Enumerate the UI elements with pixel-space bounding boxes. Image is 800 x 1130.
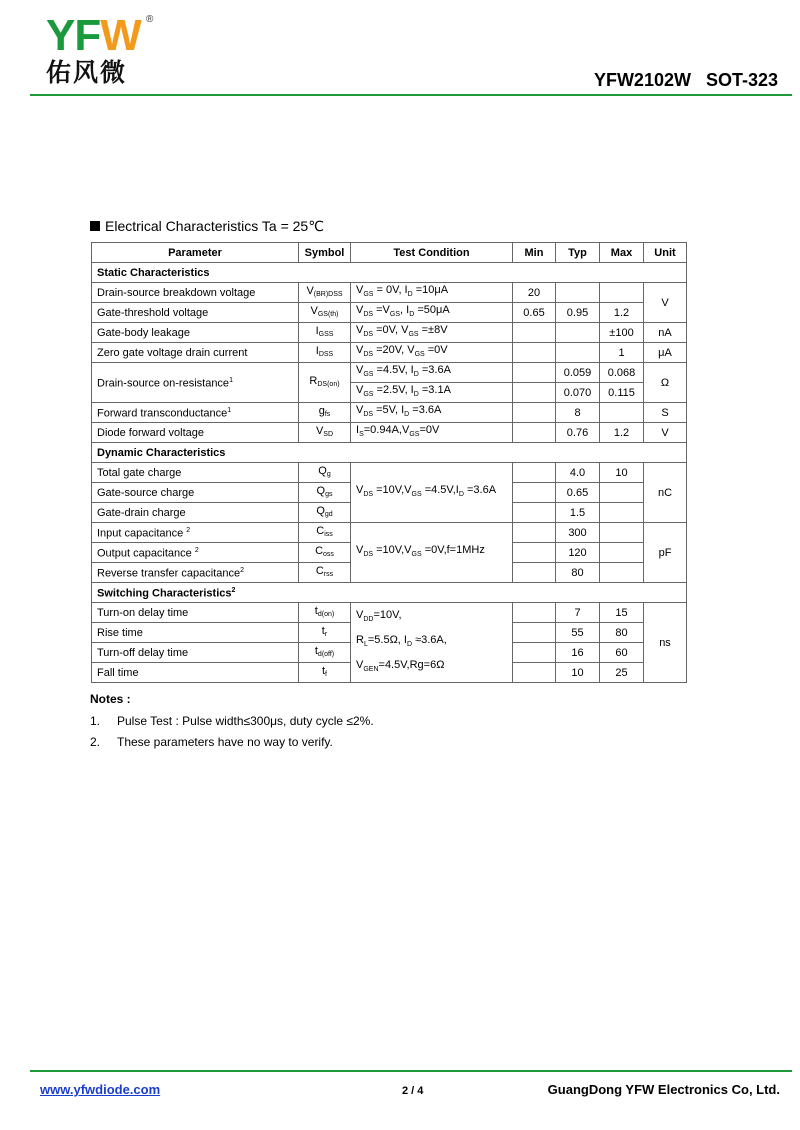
- param-text: Output capacitance: [97, 547, 192, 560]
- symbol-cell: $I_{DSS}$: [299, 343, 351, 363]
- min-cell: [513, 463, 556, 483]
- typ-cell: 120: [556, 543, 600, 563]
- note-number: 2.: [90, 735, 101, 749]
- switching-title-text: Switching Characteristics: [97, 587, 232, 600]
- table-row: [92, 343, 687, 363]
- table-row: [92, 603, 687, 623]
- company-name: GuangDong YFW Electronics Co, Ltd.: [547, 1082, 780, 1097]
- notes-section: [90, 692, 374, 756]
- table-row: [92, 463, 687, 483]
- switching-characteristics-title: Switching Characteristics$^2$: [92, 583, 687, 603]
- symbol-cell: $t_f$: [299, 663, 351, 683]
- section-title-text: Electrical Characteristics Ta = 25℃: [105, 218, 324, 234]
- min-cell: [513, 363, 556, 383]
- registered-mark: ®: [146, 14, 154, 25]
- typ-cell: 0.76: [556, 423, 600, 443]
- min-cell: [513, 483, 556, 503]
- symbol-cell: $g_{fs}$: [299, 403, 351, 423]
- condition-cell: $V_{GS} =4.5V$, $I_D =3.6A$: [351, 363, 513, 383]
- min-cell: [513, 343, 556, 363]
- footer-divider: [30, 1070, 792, 1072]
- condition-cell: $V_{DS} =0V$, $V_{GS} =\pm 8V$: [351, 323, 513, 343]
- max-cell: [600, 483, 644, 503]
- max-cell: 15: [600, 603, 644, 623]
- condition-cell: $I_S=0.94A,V_{GS}=0V$: [351, 423, 513, 443]
- symbol-cell: $I_{GSS}$: [299, 323, 351, 343]
- logo-yf: YF: [46, 11, 101, 60]
- typ-cell: 10: [556, 663, 600, 683]
- condition-cell: $V_{DS} =20V$, $V_{GS} =0V$: [351, 343, 513, 363]
- table-header-row: [92, 243, 687, 263]
- unit-cell: ns: [644, 603, 687, 683]
- param-cell: Gate-source charge: [92, 483, 299, 503]
- param-cell: Zero gate voltage drain current: [92, 343, 299, 363]
- typ-cell: 0.059: [556, 363, 600, 383]
- condition-cell: $V_{DD}=10V$, $R_L=5.5\Omega$, $I_D \approx 3.6A$, $V_{GEN}=4.5V,Rg=6\Omega$: [351, 603, 513, 683]
- dynamic-characteristics-title: Dynamic Characteristics: [92, 443, 687, 463]
- max-cell: [600, 563, 644, 583]
- symbol-cell: $V_{SD}$: [299, 423, 351, 443]
- max-cell: 1.2: [600, 423, 644, 443]
- condition-cell: $V_{DS} =10V,V_{GS} =4.5V,I_D =3.6A$: [351, 463, 513, 523]
- min-cell: [513, 603, 556, 623]
- param-cell: Output capacitance $^2$: [92, 543, 299, 563]
- max-cell: [600, 543, 644, 563]
- max-cell: 10: [600, 463, 644, 483]
- param-cell: Reverse transfer capacitance$^2$: [92, 563, 299, 583]
- company-logo: [46, 11, 166, 94]
- notes-heading: Notes :: [90, 692, 131, 706]
- min-cell: [513, 623, 556, 643]
- bullet-square-icon: [90, 221, 100, 231]
- symbol-cell: $V_{GS(th)}$: [299, 303, 351, 323]
- min-cell: 0.65: [513, 303, 556, 323]
- max-cell: [600, 403, 644, 423]
- part-title: YFW2102W SOT-323: [593, 70, 778, 90]
- max-cell: 60: [600, 643, 644, 663]
- section-row: [92, 263, 687, 283]
- note-text: These parameters have no way to verify.: [117, 735, 333, 749]
- condition-cell: $V_{DS} =10V,V_{GS} =0V,f=1MHz$: [351, 523, 513, 583]
- max-cell: [600, 283, 644, 303]
- symbol-cell: $Q_{gs}$: [299, 483, 351, 503]
- param-cell: Rise time: [92, 623, 299, 643]
- section-title: [90, 218, 324, 235]
- table-row: [92, 523, 687, 543]
- condition-cell: $V_{GS} =2.5V$, $I_D =3.1A$: [351, 383, 513, 403]
- param-text: Reverse transfer capacitance: [97, 567, 241, 580]
- table-row: [92, 423, 687, 443]
- max-cell: 1: [600, 343, 644, 363]
- typ-cell: 0.95: [556, 303, 600, 323]
- max-cell: 1.2: [600, 303, 644, 323]
- max-cell: 25: [600, 663, 644, 683]
- header-unit: Unit: [644, 243, 687, 263]
- max-cell: [600, 503, 644, 523]
- unit-cell: pF: [644, 523, 687, 583]
- table-row: [92, 323, 687, 343]
- param-cell: Input capacitance $^2$: [92, 523, 299, 543]
- typ-cell: 300: [556, 523, 600, 543]
- min-cell: [513, 563, 556, 583]
- param-text: Input capacitance: [97, 527, 184, 540]
- typ-cell: 55: [556, 623, 600, 643]
- symbol-cell: $V_{(BR)DSS}$: [299, 283, 351, 303]
- header-parameter: Parameter: [92, 243, 299, 263]
- typ-cell: 0.65: [556, 483, 600, 503]
- typ-cell: 16: [556, 643, 600, 663]
- max-cell: 0.068: [600, 363, 644, 383]
- header-divider: [30, 94, 792, 96]
- header-min: Min: [513, 243, 556, 263]
- max-cell: 0.115: [600, 383, 644, 403]
- symbol-cell: $t_{d(off)}$: [299, 643, 351, 663]
- min-cell: [513, 323, 556, 343]
- param-cell: Turn-off delay time: [92, 643, 299, 663]
- param-text: Forward transconductance: [97, 407, 228, 420]
- table-row: [92, 363, 687, 383]
- param-cell: Forward transconductance$^1$: [92, 403, 299, 423]
- condition-cell: $V_{DS} =V_{GS}$, $I_D =50\mu A$: [351, 303, 513, 323]
- param-cell: Gate-drain charge: [92, 503, 299, 523]
- condition-cell: $V_{DS} =5V$, $I_D =3.6A$: [351, 403, 513, 423]
- note-text: Pulse Test : Pulse width≤300μs, duty cycle ≤2%.: [117, 714, 374, 728]
- param-cell: Drain-source on-resistance$^1$: [92, 363, 299, 403]
- header-max: Max: [600, 243, 644, 263]
- typ-cell: 4.0: [556, 463, 600, 483]
- table-row: [92, 403, 687, 423]
- unit-cell: S: [644, 403, 687, 423]
- typ-cell: 80: [556, 563, 600, 583]
- typ-cell: 7: [556, 603, 600, 623]
- symbol-cell: $R_{DS(on)}$: [299, 363, 351, 403]
- min-cell: [513, 383, 556, 403]
- symbol-cell: $Q_{gd}$: [299, 503, 351, 523]
- unit-cell: V: [644, 283, 687, 323]
- symbol-cell: $C_{iss}$: [299, 523, 351, 543]
- logo-w: W: [100, 11, 141, 60]
- min-cell: [513, 543, 556, 563]
- condition-cell: $V_{GS} = 0V$, $I_D =10\mu A$: [351, 283, 513, 303]
- symbol-cell: $C_{rss}$: [299, 563, 351, 583]
- max-cell: 80: [600, 623, 644, 643]
- electrical-characteristics-table: [91, 242, 687, 683]
- note-number: 1.: [90, 714, 101, 728]
- max-cell: [600, 523, 644, 543]
- typ-cell: 0.070: [556, 383, 600, 403]
- symbol-cell: $C_{oss}$: [299, 543, 351, 563]
- unit-cell: μA: [644, 343, 687, 363]
- unit-cell: nC: [644, 463, 687, 523]
- note-item: [90, 735, 374, 749]
- param-cell: Gate-threshold voltage: [92, 303, 299, 323]
- typ-cell: [556, 323, 600, 343]
- param-cell: Fall time: [92, 663, 299, 683]
- table-row: [92, 303, 687, 323]
- website-link[interactable]: www.yfwdiode.com: [40, 1082, 161, 1097]
- symbol-cell: $t_{d(on)}$: [299, 603, 351, 623]
- section-row: [92, 583, 687, 603]
- param-text: Drain-source on-resistance: [97, 377, 230, 390]
- param-cell: Turn-on delay time: [92, 603, 299, 623]
- unit-cell: nA: [644, 323, 687, 343]
- section-row: [92, 443, 687, 463]
- min-cell: [513, 643, 556, 663]
- typ-cell: [556, 283, 600, 303]
- symbol-cell: $t_r$: [299, 623, 351, 643]
- param-cell: Total gate charge: [92, 463, 299, 483]
- min-cell: 20: [513, 283, 556, 303]
- typ-cell: 1.5: [556, 503, 600, 523]
- min-cell: [513, 523, 556, 543]
- note-item: [90, 714, 374, 728]
- header-symbol: Symbol: [299, 243, 351, 263]
- symbol-cell: $Q_g$: [299, 463, 351, 483]
- static-characteristics-title: Static Characteristics: [92, 263, 687, 283]
- min-cell: [513, 503, 556, 523]
- unit-cell: V: [644, 423, 687, 443]
- table-row: [92, 283, 687, 303]
- typ-cell: 8: [556, 403, 600, 423]
- param-cell: Diode forward voltage: [92, 423, 299, 443]
- typ-cell: [556, 343, 600, 363]
- header-typ: Typ: [556, 243, 600, 263]
- min-cell: [513, 423, 556, 443]
- logo-chinese-name: 佑风微: [46, 58, 128, 87]
- unit-cell: Ω: [644, 363, 687, 403]
- page-number: 2 / 4: [402, 1085, 424, 1097]
- min-cell: [513, 403, 556, 423]
- param-cell: Drain-source breakdown voltage: [92, 283, 299, 303]
- header-test-condition: Test Condition: [351, 243, 513, 263]
- param-cell: Gate-body leakage: [92, 323, 299, 343]
- min-cell: [513, 663, 556, 683]
- max-cell: ±100: [600, 323, 644, 343]
